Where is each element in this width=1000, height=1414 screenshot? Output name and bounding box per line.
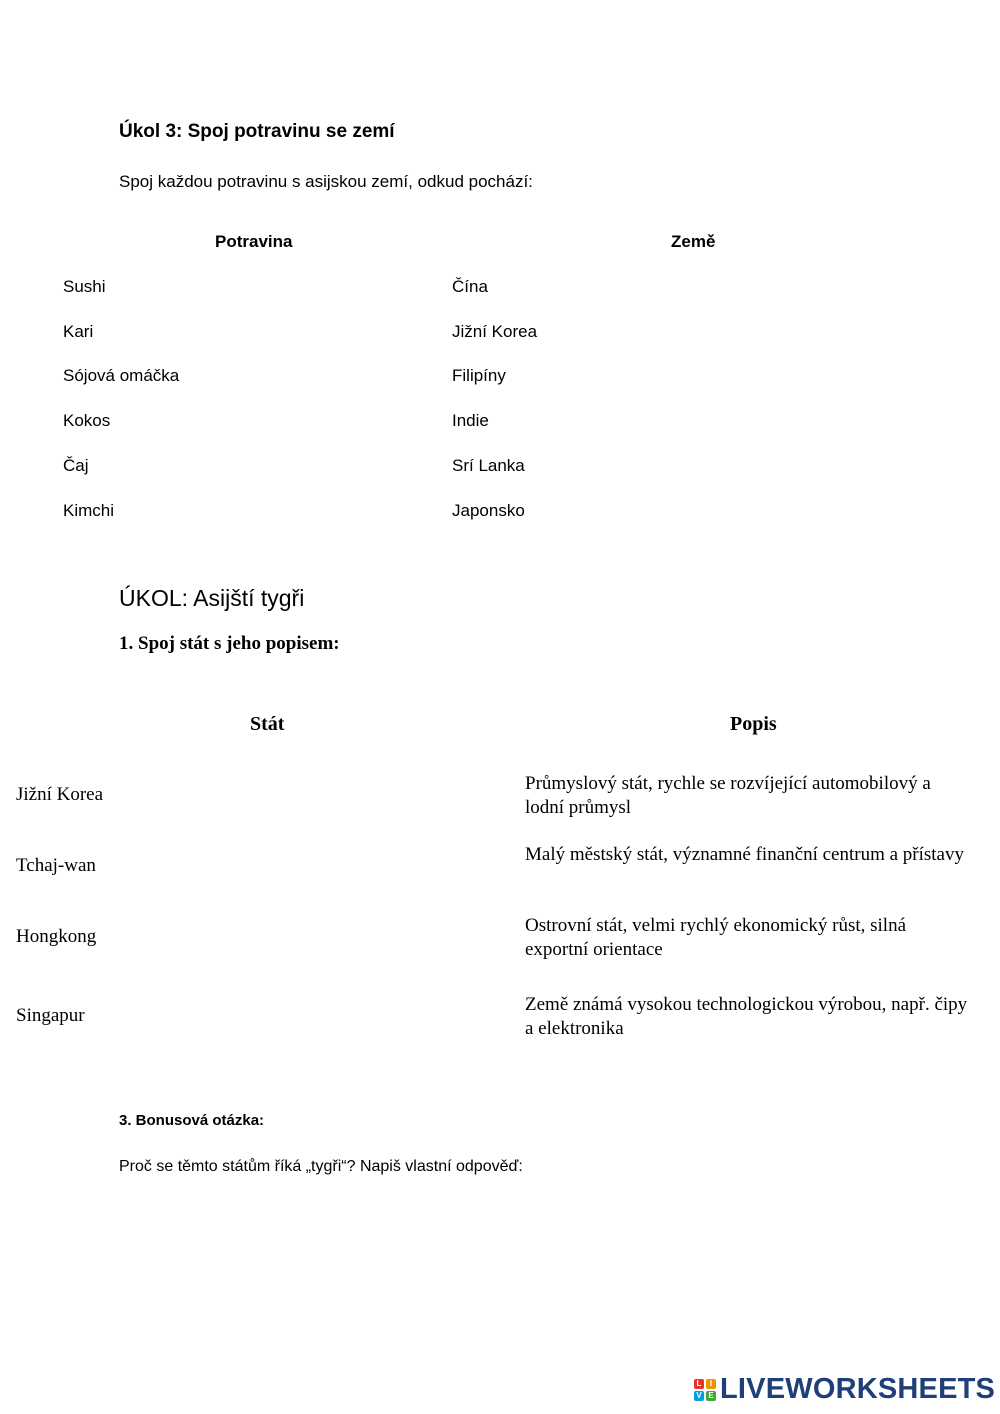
food-item[interactable]: Čaj (63, 456, 89, 475)
country-item[interactable]: Jižní Korea (452, 322, 538, 341)
task3-instruction: Spoj každou potravinu s asijskou zemí, odkud pochází: (119, 172, 533, 191)
tigers-question-1: 1. Spoj stát s jeho popisem: (119, 633, 340, 654)
description-column-header: Popis (730, 713, 777, 735)
logo-cube-e: E (706, 1391, 716, 1401)
description-item[interactable]: Ostrovní stát, velmi rychlý ekonomický růst, silná exportní orientace (525, 915, 907, 960)
logo-cube-l: L (694, 1379, 704, 1389)
country-item[interactable]: Čína (452, 277, 488, 296)
logo-cube-i: I (706, 1379, 716, 1389)
state-item[interactable]: Singapur (16, 1005, 85, 1026)
logo-text: LIVEWORKSHEETS (720, 1373, 996, 1405)
country-item[interactable]: Japonsko (452, 501, 525, 520)
food-item[interactable]: Sójová omáčka (63, 366, 180, 385)
food-item[interactable]: Sushi (63, 277, 106, 296)
country-item[interactable]: Srí Lanka (452, 456, 525, 475)
country-item[interactable]: Filipíny (452, 366, 506, 385)
logo-cube-v: V (694, 1391, 704, 1401)
description-item[interactable]: Průmyslový stát, rychle se rozvíjející automobilový a lodní průmysl (525, 773, 931, 818)
task3-title: Úkol 3: Spoj potravinu se zemí (119, 121, 395, 142)
state-item[interactable]: Hongkong (16, 926, 97, 947)
tigers-title: ÚKOL: Asijští tygři (119, 585, 305, 611)
description-item[interactable]: Země známá vysokou technologickou výrobou, např. čipy a elektronika (525, 994, 968, 1039)
description-item[interactable]: Malý městský stát, významné finanční centrum a přístavy (525, 844, 964, 865)
state-item[interactable]: Tchaj-wan (16, 855, 96, 876)
state-column-header: Stát (250, 713, 285, 735)
food-item[interactable]: Kimchi (63, 501, 115, 520)
logo-cubes-icon (694, 1379, 716, 1401)
liveworksheets-logo (694, 1373, 995, 1406)
bonus-question: Proč se těmto státům říká „tygři“? Napiš vlastní odpověď: (119, 1158, 523, 1175)
food-item[interactable]: Kokos (63, 411, 111, 430)
country-column-header: Země (671, 232, 716, 251)
state-item[interactable]: Jižní Korea (16, 784, 104, 805)
country-item[interactable]: Indie (452, 411, 489, 430)
food-column-header: Potravina (215, 232, 293, 251)
food-item[interactable]: Kari (63, 322, 94, 341)
bonus-title: 3. Bonusová otázka: (119, 1112, 265, 1129)
